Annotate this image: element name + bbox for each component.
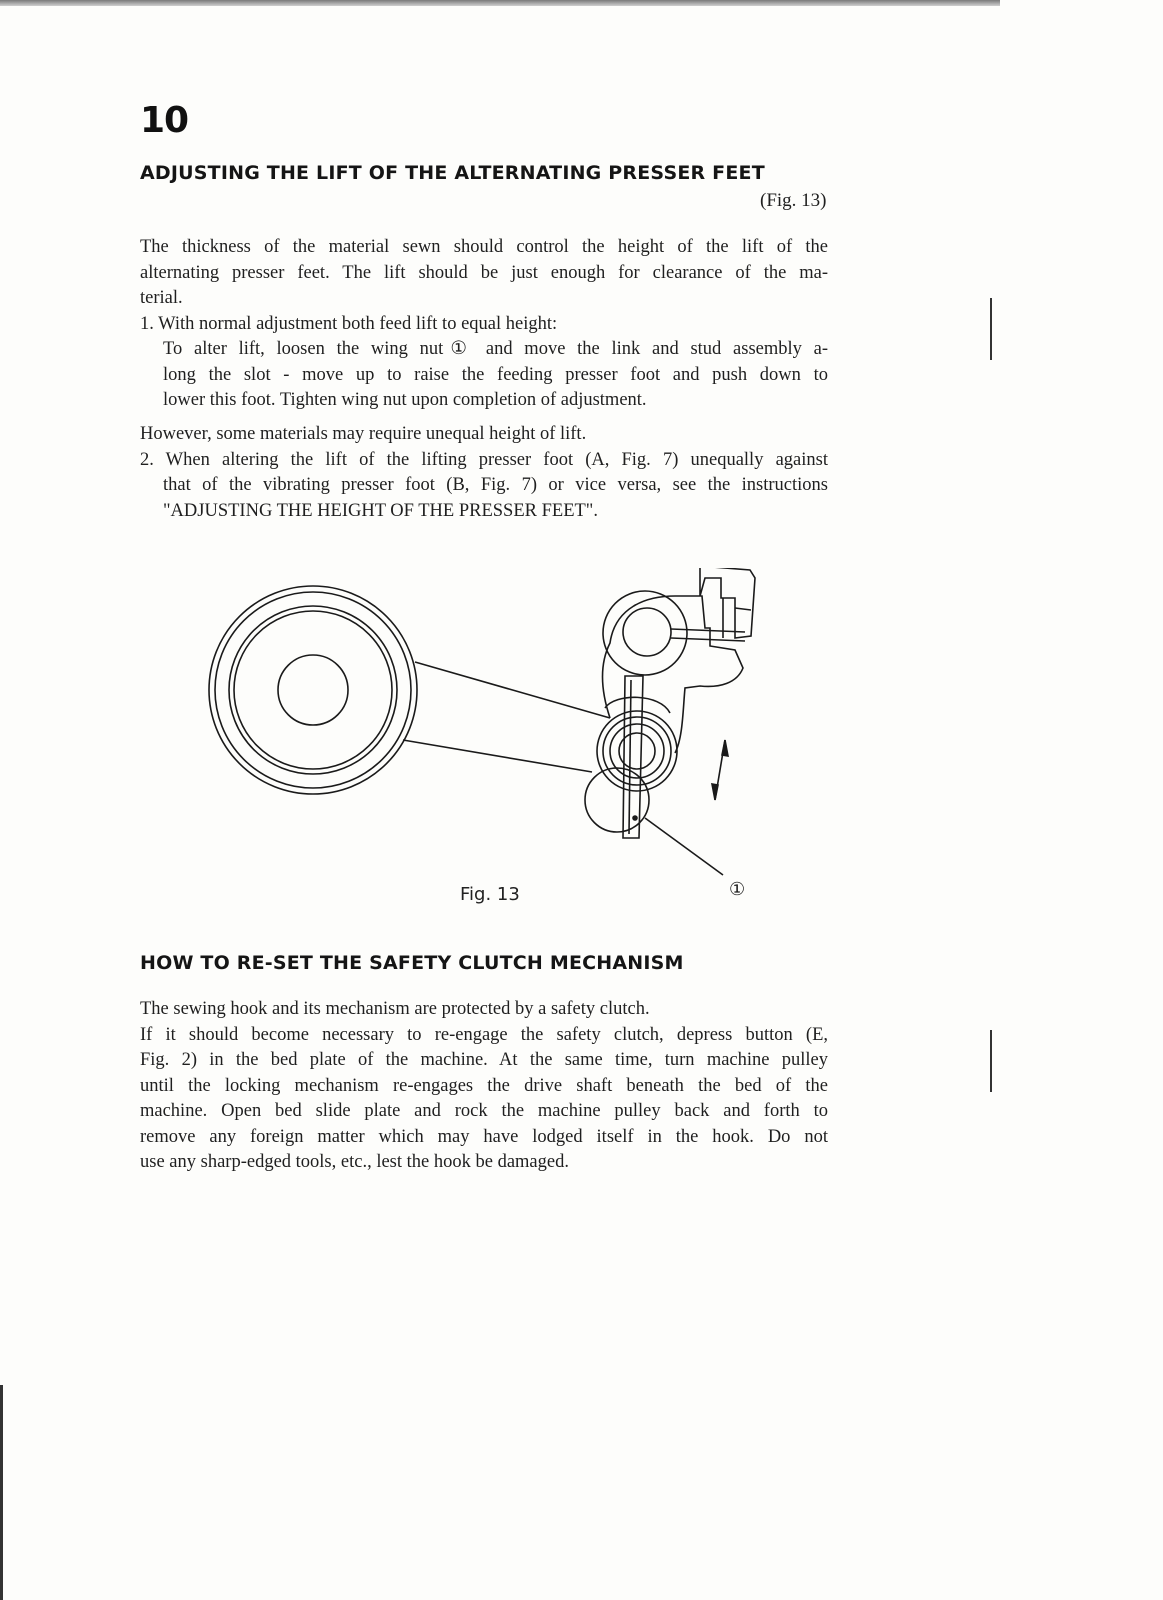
text-line: long the slot - move up to raise the feeding presser foot and push down to	[163, 364, 828, 385]
text-line: terial.	[140, 288, 183, 308]
callout-number-1: ①	[729, 879, 746, 899]
page-number: 10	[140, 100, 189, 141]
text-line: alternating presser feet. The lift should be just enough for clearance of the ma-	[140, 262, 828, 283]
text-line: remove any foreign matter which may have lodged itself in the hook. Do not	[140, 1126, 828, 1147]
unequal-lift-paragraph	[140, 422, 828, 524]
intro-paragraph	[140, 235, 828, 414]
figure-reference: (Fig. 13)	[760, 190, 827, 211]
text-line: machine. Open bed slide plate and rock the machine pulley back and forth to	[140, 1101, 828, 1121]
margin-mark	[990, 298, 992, 360]
text-line: However, some materials may require unequal height of lift.	[140, 424, 587, 444]
text-line: use any sharp-edged tools, etc., lest the hook be damaged.	[140, 1152, 569, 1172]
linkage-drawing-icon	[205, 568, 765, 898]
text-line: lower this foot. Tighten wing nut upon completion of adjustment.	[163, 390, 647, 410]
safety-clutch-paragraph	[140, 997, 828, 1176]
section-heading-safety-clutch: HOW TO RE-SET THE SAFETY CLUTCH MECHANISM	[140, 952, 684, 974]
text-line: If it should become necessary to re-engage the safety clutch, depress button (E,	[140, 1024, 828, 1045]
text-line: Fig. 2) in the bed plate of the machine. At the same time, turn machine pulley	[140, 1050, 828, 1070]
margin-mark	[0, 1385, 3, 1600]
text-line: "ADJUSTING THE HEIGHT OF THE PRESSER FEET".	[163, 500, 598, 521]
list-item-2-lead: 2. When altering the lift of the lifting presser foot (A, Fig. 7) unequally against	[140, 449, 828, 470]
text-line: that of the vibrating presser foot (B, Fig. 7) or vice versa, see the instructions	[163, 475, 828, 495]
text-line: The sewing hook and its mechanism are protected by a safety clutch.	[140, 999, 650, 1019]
list-item-1-lead: 1. With normal adjustment both feed lift to equal height:	[140, 313, 558, 334]
page-top-edge	[0, 0, 1000, 6]
figure-caption: Fig. 13	[460, 884, 520, 905]
text-line: To alter lift, loosen the wing nut① and move the link and stud assembly a-	[163, 339, 828, 359]
section-heading-lift: ADJUSTING THE LIFT OF THE ALTERNATING PRESSER FEET	[140, 162, 765, 184]
margin-mark	[990, 1030, 992, 1092]
text-line: The thickness of the material sewn should control the height of the lift of the	[140, 237, 828, 257]
presser-foot-lift-linkage-figure	[205, 568, 765, 903]
text-line: until the locking mechanism re-engages the drive shaft beneath the bed of the	[140, 1075, 828, 1096]
